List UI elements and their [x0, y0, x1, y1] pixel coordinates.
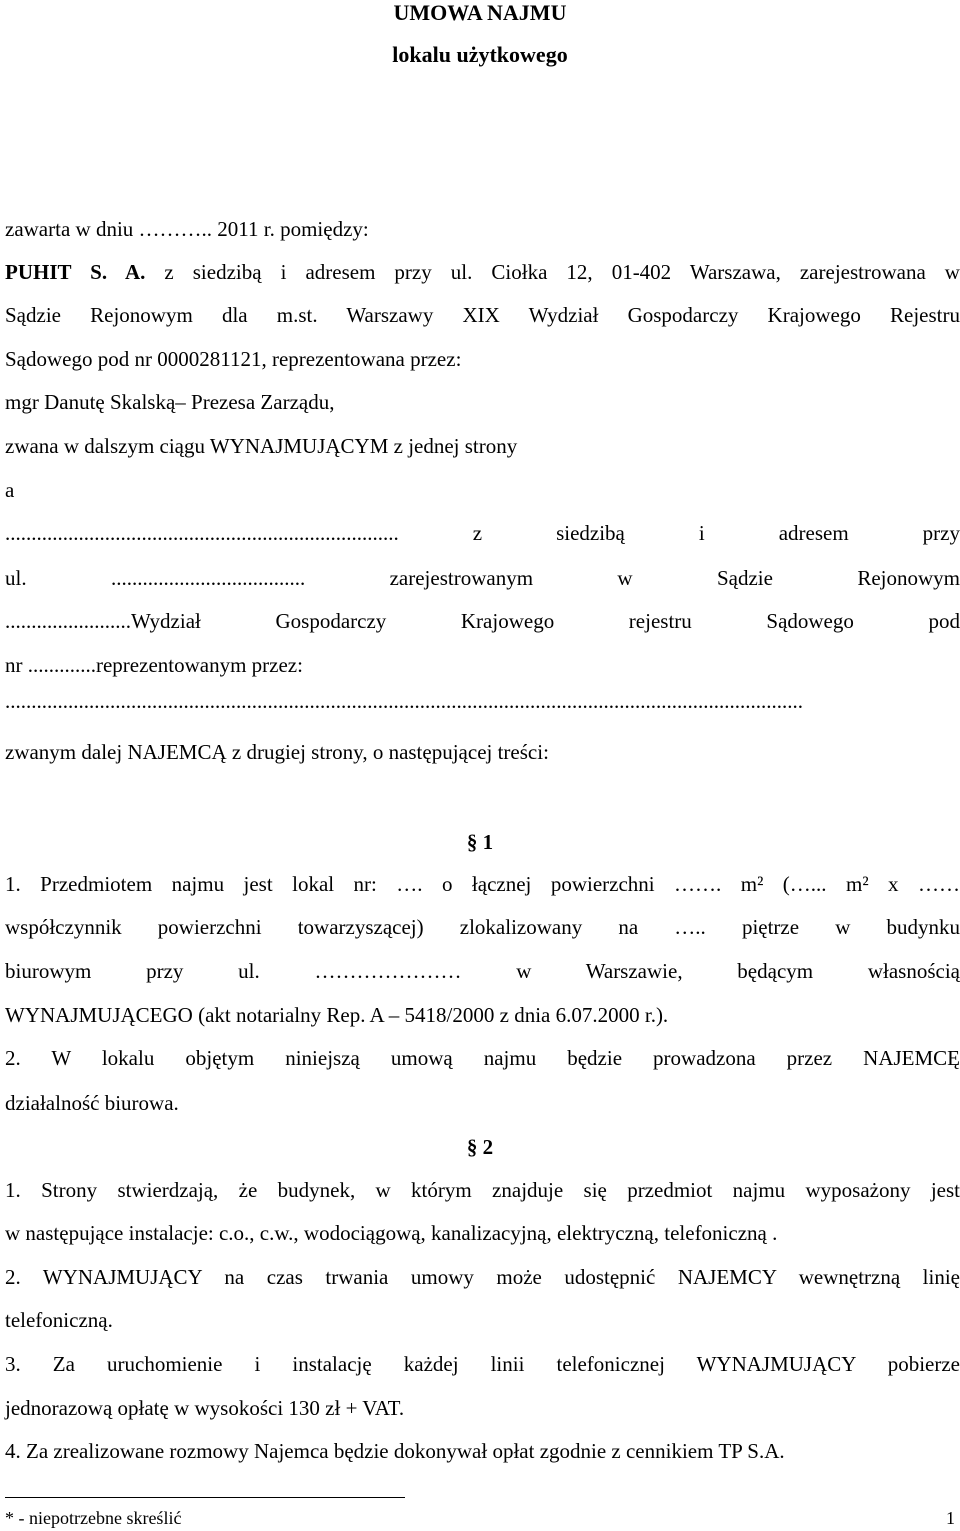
section-2-heading: § 2: [466, 1135, 494, 1159]
lessor-line-1: [5, 259, 960, 285]
tenant-line-4: nr .............reprezentowanym przez:: [5, 653, 303, 677]
lessor-address: z siedzibą i adresem przy ul. Ciołka 12, 01-402 Warszawa, zarejestrowana w: [145, 260, 960, 284]
section-2-line-7: 4. Za zrealizowane rozmowy Najemca będzie dokonywał opłat zgodnie z cennikiem TP S.A.: [5, 1439, 785, 1463]
section-2-line-3: 2. WYNAJMUJĄCY na czas trwania umowy może udostępnić NAJEMCY wewnętrzną linię: [5, 1265, 960, 1289]
section-1-line-2: współczynnik powierzchni towarzyszącej) zlokalizowany na ….. piętrze w budynku: [5, 915, 960, 939]
section-1-line-6: działalność biurowa.: [5, 1091, 179, 1115]
page-number: 1: [946, 1508, 955, 1528]
tenant-line-1: ........................................................................... z siedzibą i adresem przy: [5, 521, 960, 545]
section-2-line-1: 1. Strony stwierdzają, że budynek, w którym znajduje się przedmiot najmu wyposażony jest: [5, 1178, 960, 1202]
lessor-line-3: Sądowego pod nr 0000281121, reprezentowana przez:: [5, 347, 462, 371]
section-1-heading: § 1: [466, 830, 494, 854]
section-2-line-5: 3. Za uruchomienie i instalację każdej linii telefonicznej WYNAJMUJĄCY pobierze: [5, 1352, 960, 1376]
section-1-line-5: 2. W lokalu objętym niniejszą umową najmu będzie prowadzona przez NAJEMCĘ: [5, 1046, 960, 1070]
lessor-designation: zwana w dalszym ciągu WYNAJMUJĄCYM z jednej strony: [5, 434, 518, 458]
document-subtitle: lokalu użytkowego: [392, 42, 568, 67]
document-title: UMOWA NAJMU: [393, 0, 567, 25]
section-2-line-6: jednorazową opłatę w wysokości 130 zł + VAT.: [5, 1396, 405, 1420]
footnote: [5, 1507, 955, 1529]
tenant-line-3: ........................Wydział Gospodarczy Krajowego rejestru Sądowego pod: [5, 609, 960, 633]
section-1-line-4: WYNAJMUJĄCEGO (akt notarialny Rep. A – 5418/2000 z dnia 6.07.2000 r.).: [5, 1003, 669, 1027]
section-2-line-4: telefoniczną.: [5, 1308, 113, 1332]
lessor-name: PUHIT S. A.: [5, 260, 146, 284]
lessor-representative: mgr Danutę Skalską– Prezesa Zarządu,: [5, 390, 335, 414]
section-1-line-3: biurowym przy ul. ………………… w Warszawie, będącym własnością: [5, 959, 960, 983]
section-2-line-2: w następujące instalacje: c.o., c.w., wodociągową, kanalizacyjną, elektryczną, telefoniczną .: [5, 1221, 778, 1245]
contract-date-line: zawarta w dniu ……….. 2011 r. pomiędzy:: [5, 217, 369, 241]
tenant-line-2: ul. ..................................... zarejestrowanym w Sądzie Rejonowym: [5, 566, 960, 590]
tenant-designation: zwanym dalej NAJEMCĄ z drugiej strony, o następującej treści:: [5, 740, 549, 764]
footnote-text: * - niepotrzebne skreślić: [5, 1508, 182, 1528]
footnote-separator: [5, 1497, 405, 1498]
tenant-dotted-line: ........................................................................................................................................................: [5, 689, 803, 713]
conjunction-a: a: [5, 478, 15, 502]
section-1-line-1: 1. Przedmiotem najmu jest lokal nr: …. o łącznej powierzchni ……. m² (…... m² x ……: [5, 872, 960, 896]
lessor-line-2: Sądzie Rejonowym dla m.st. Warszawy XIX Wydział Gospodarczy Krajowego Rejestru: [5, 303, 960, 327]
